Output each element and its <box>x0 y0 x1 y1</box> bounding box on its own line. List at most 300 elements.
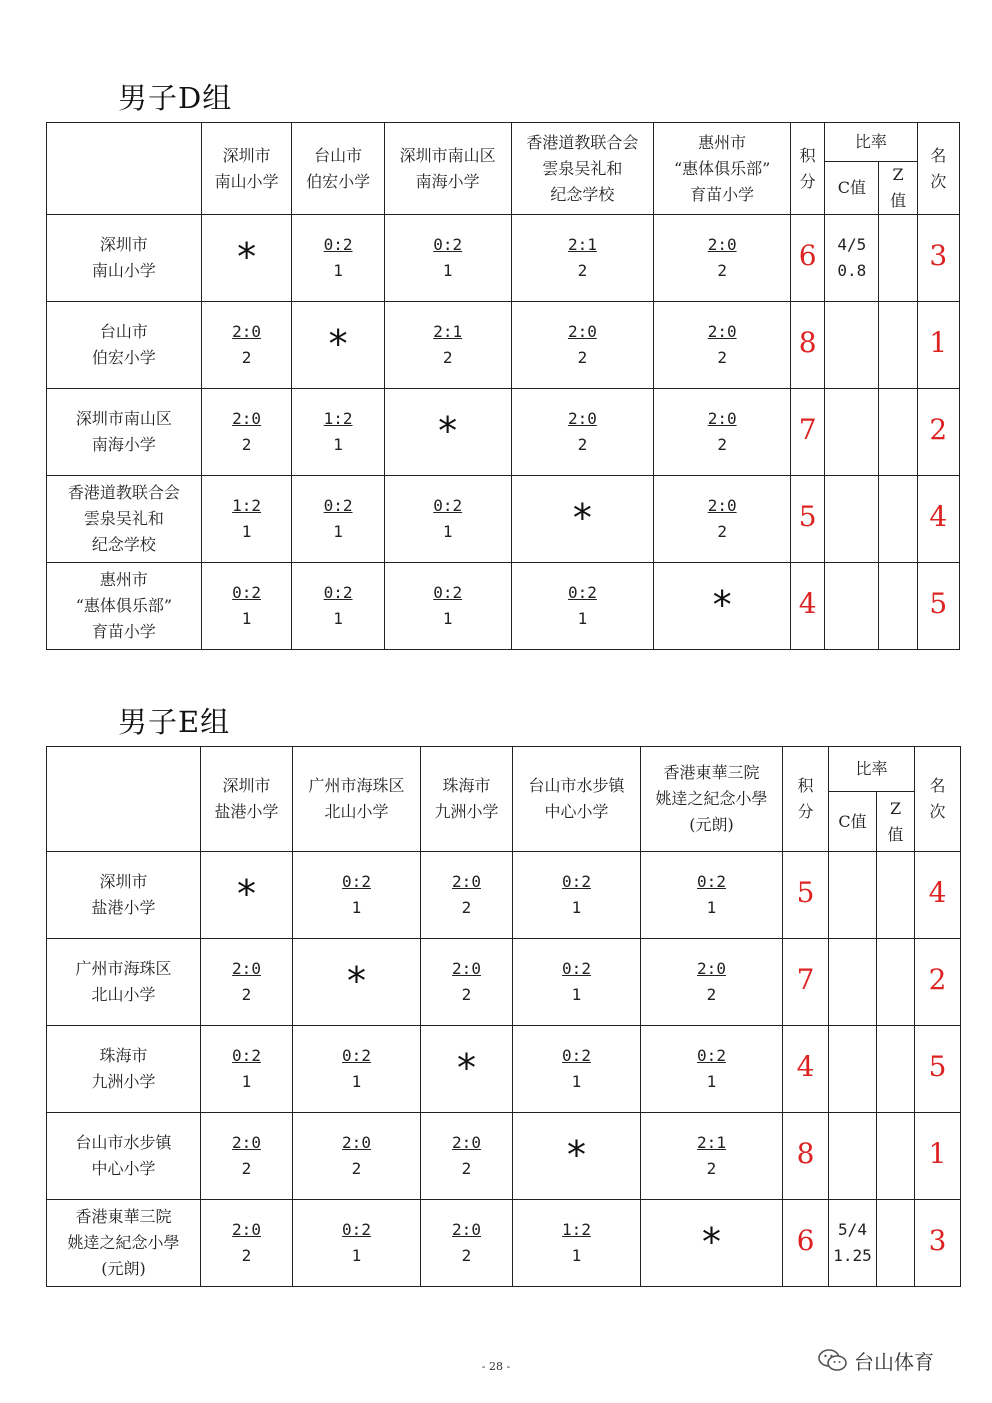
match-cell <box>421 1200 513 1287</box>
row-team-line: 南海小学 <box>91 435 156 454</box>
z-value-cell <box>879 389 917 476</box>
row-team-line: 香港道教联合会 <box>67 483 180 502</box>
match-cell <box>384 302 511 389</box>
match-cell <box>201 1026 293 1113</box>
match-points: 2 <box>241 1159 252 1178</box>
match-score: 0:2 <box>697 1046 726 1065</box>
match-points: 2 <box>461 898 472 917</box>
match-points: 1 <box>333 435 343 454</box>
self-match-star: * <box>567 1133 586 1177</box>
row-team-name <box>47 563 202 650</box>
row-team-name <box>47 215 202 302</box>
header-points-char: 积 <box>799 145 816 165</box>
c-value-cell <box>829 852 877 939</box>
group-e-table <box>46 746 961 1287</box>
match-points: 2 <box>717 261 727 280</box>
total-points <box>791 302 825 389</box>
header-points <box>783 747 829 852</box>
rank-cell <box>917 215 959 302</box>
match-points: 1 <box>241 609 252 628</box>
match-cell <box>654 302 791 389</box>
group-e-title: 男子E组 <box>118 705 231 739</box>
table-row <box>47 852 961 939</box>
rank-value: 1 <box>928 1137 947 1170</box>
header-team <box>293 747 421 852</box>
rank-value: 2 <box>928 963 947 996</box>
row-team-name <box>47 939 201 1026</box>
rank-value: 5 <box>928 1050 947 1083</box>
match-cell <box>513 939 641 1026</box>
row-team-line: 广州市海珠区 <box>75 959 172 978</box>
group-d-table <box>46 122 960 650</box>
total-points <box>783 1113 829 1200</box>
row-team-line: 纪念学校 <box>91 535 156 554</box>
match-score: 2:1 <box>567 235 597 254</box>
match-score: 2:0 <box>567 322 597 341</box>
header-team-line: 育苗小学 <box>690 184 755 204</box>
self-match-star: * <box>237 235 257 279</box>
rank-value: 5 <box>929 587 948 620</box>
header-ratio <box>829 747 915 792</box>
c-value-cell <box>829 1113 877 1200</box>
self-match-star: * <box>438 409 458 453</box>
watermark <box>818 1346 934 1375</box>
z-value-cell <box>879 302 917 389</box>
match-score: 2:0 <box>232 1133 261 1152</box>
total-points-value: 8 <box>798 326 817 359</box>
match-cell <box>421 852 513 939</box>
z-value-cell <box>877 1113 915 1200</box>
match-cell <box>293 1200 421 1287</box>
match-cell <box>513 1200 641 1287</box>
match-score: 1:2 <box>562 1220 591 1239</box>
match-points: 1 <box>442 522 453 541</box>
rank-cell <box>917 302 959 389</box>
table-row <box>47 1113 961 1200</box>
match-cell <box>421 1113 513 1200</box>
match-cell <box>513 1026 641 1113</box>
header-points <box>791 123 825 215</box>
header-c-value <box>825 162 879 215</box>
rank-value: 3 <box>929 239 948 272</box>
header-z-char: Z <box>892 165 904 184</box>
total-points-value: 6 <box>798 239 817 272</box>
match-cell <box>293 1113 421 1200</box>
match-score: 2:0 <box>232 322 262 341</box>
row-team-line: 中心小学 <box>91 1159 156 1178</box>
header-team-line: 台山市 <box>314 145 363 165</box>
header-z-char: Z <box>889 798 902 818</box>
c-value-line: 5/4 <box>838 1220 867 1239</box>
header-team-line: 深圳市南山区 <box>399 145 496 165</box>
match-score: 0:2 <box>342 872 371 891</box>
header-points-char: 积 <box>797 776 814 795</box>
header-team-line: 伯宏小学 <box>306 171 371 191</box>
table-row <box>47 939 961 1026</box>
match-cell <box>511 389 654 476</box>
match-points: 1 <box>571 1246 582 1265</box>
z-value-cell <box>877 1026 915 1113</box>
total-points <box>783 939 829 1026</box>
c-value-cell <box>829 1026 877 1113</box>
match-cell <box>384 476 511 563</box>
match-points: 2 <box>461 1159 472 1178</box>
rank-cell <box>915 1200 961 1287</box>
header-row <box>47 747 961 792</box>
table-row <box>47 563 960 650</box>
c-value-cell <box>825 215 879 302</box>
row-team-line: 北山小学 <box>91 985 156 1004</box>
match-cell <box>201 563 291 650</box>
match-score: 2:0 <box>452 1220 481 1239</box>
match-score: 2:0 <box>232 959 261 978</box>
row-team-name <box>47 1113 201 1200</box>
match-score: 2:0 <box>232 409 262 428</box>
z-value-cell <box>879 563 917 650</box>
header-rank-char: 次 <box>929 802 946 821</box>
rank-value: 2 <box>929 413 948 446</box>
match-score: 1:2 <box>232 496 262 515</box>
row-team-name <box>47 1200 201 1287</box>
header-team-line: 北山小学 <box>324 802 389 821</box>
match-score: 0:2 <box>323 583 353 602</box>
header-corner <box>47 123 202 215</box>
match-cell <box>384 215 511 302</box>
match-cell <box>293 939 421 1026</box>
match-score: 2:0 <box>232 1220 261 1239</box>
row-team-line: 台山市 <box>99 322 148 341</box>
match-cell <box>201 1113 293 1200</box>
match-score: 2:0 <box>707 235 737 254</box>
match-cell <box>292 302 385 389</box>
header-team-line: 纪念学校 <box>550 184 615 204</box>
rank-cell <box>917 563 959 650</box>
match-points: 2 <box>717 435 727 454</box>
match-points: 1 <box>571 898 582 917</box>
header-c-label: C值 <box>837 178 866 197</box>
match-points: 1 <box>442 261 453 280</box>
total-points-value: 4 <box>796 1050 815 1083</box>
header-team-line: 惠州市 <box>698 132 747 152</box>
c-value-line: 4/5 <box>837 235 867 254</box>
match-cell <box>511 563 654 650</box>
match-cell <box>293 1026 421 1113</box>
header-rank <box>915 747 961 852</box>
row-team-name <box>47 476 202 563</box>
match-cell <box>201 852 293 939</box>
match-points: 2 <box>717 348 727 367</box>
match-points: 1 <box>333 609 343 628</box>
match-cell <box>201 215 291 302</box>
z-value-cell <box>877 939 915 1026</box>
match-cell <box>201 302 291 389</box>
header-z-char: 值 <box>887 824 904 844</box>
match-cell <box>641 1113 783 1200</box>
group-d-title: 男子D组 <box>118 81 233 115</box>
header-c-value <box>829 792 877 852</box>
match-points: 1 <box>706 1072 717 1091</box>
match-score: 2:0 <box>342 1133 371 1152</box>
total-points <box>783 1200 829 1287</box>
header-team-line: 九洲小学 <box>434 802 499 821</box>
header-z-value <box>879 162 917 215</box>
match-score: 1:2 <box>323 409 353 428</box>
match-score: 2:0 <box>452 1133 481 1152</box>
rank-cell <box>915 939 961 1026</box>
header-team <box>201 123 291 215</box>
match-cell <box>201 939 293 1026</box>
total-points-value: 4 <box>798 587 817 620</box>
match-score: 0:2 <box>433 583 463 602</box>
row-team-line: 香港東華三院 <box>75 1207 172 1226</box>
header-team-line: 台山市水步镇 <box>528 776 625 795</box>
c-value-cell <box>825 476 879 563</box>
match-cell <box>641 939 783 1026</box>
match-score: 0:2 <box>697 872 726 891</box>
header-points-char: 分 <box>799 171 816 191</box>
total-points <box>791 563 825 650</box>
header-corner <box>47 747 201 852</box>
row-team-line: 盐港小学 <box>91 898 156 917</box>
header-team-line: 雲泉吴礼和 <box>542 158 623 178</box>
table-row <box>47 476 960 563</box>
match-cell <box>384 389 511 476</box>
self-match-star: * <box>702 1220 721 1264</box>
header-team-line: 姚逹之紀念小學 <box>655 789 768 808</box>
c-value-line: 0.8 <box>837 261 867 280</box>
c-value-line: 1.25 <box>833 1246 872 1265</box>
match-score: 2:1 <box>433 322 463 341</box>
match-cell <box>641 852 783 939</box>
match-points: 2 <box>351 1159 362 1178</box>
match-score: 0:2 <box>567 583 597 602</box>
page-number: - 28 - <box>481 1360 511 1373</box>
match-points: 2 <box>706 1159 717 1178</box>
match-points: 2 <box>442 348 453 367</box>
header-team <box>201 747 293 852</box>
header-z-char: 值 <box>890 191 907 210</box>
row-team-line: “惠体俱乐部” <box>75 596 173 615</box>
match-cell <box>513 1113 641 1200</box>
header-team-line: 深圳市 <box>222 145 271 165</box>
match-points: 2 <box>717 522 727 541</box>
row-team-name <box>47 389 202 476</box>
wechat-icon <box>818 1348 848 1374</box>
match-cell <box>511 476 654 563</box>
row-team-line: 姚逹之紀念小學 <box>67 1233 180 1252</box>
match-score: 2:0 <box>452 872 481 891</box>
self-match-star: * <box>572 496 592 540</box>
match-score: 2:0 <box>567 409 597 428</box>
match-points: 2 <box>706 985 717 1004</box>
match-cell <box>654 476 791 563</box>
c-value-cell <box>829 1200 877 1287</box>
match-score: 0:2 <box>562 1046 591 1065</box>
header-rank-char: 次 <box>930 171 947 191</box>
row-team-name <box>47 852 201 939</box>
match-score: 0:2 <box>562 959 591 978</box>
total-points <box>791 389 825 476</box>
header-ratio-label: 比率 <box>854 132 887 151</box>
rank-cell <box>915 1113 961 1200</box>
header-team-line: “惠体俱乐部” <box>673 158 771 178</box>
row-team-line: 雲泉吴礼和 <box>83 509 164 528</box>
match-points: 1 <box>442 609 453 628</box>
match-points: 2 <box>577 348 588 367</box>
match-cell <box>293 852 421 939</box>
match-score: 0:2 <box>323 235 353 254</box>
header-team-line: 盐港小学 <box>214 802 279 821</box>
match-score: 0:2 <box>433 235 463 254</box>
match-points: 1 <box>333 261 343 280</box>
z-value-cell <box>879 476 917 563</box>
header-team-line: 南海小学 <box>415 171 480 191</box>
self-match-star: * <box>237 872 256 916</box>
match-points: 1 <box>333 522 343 541</box>
total-points-value: 7 <box>796 963 815 996</box>
c-value-cell <box>825 302 879 389</box>
total-points-value: 5 <box>796 876 815 909</box>
header-rank-char: 名 <box>930 145 947 165</box>
match-score: 0:2 <box>342 1046 371 1065</box>
header-team-line: 广州市海珠区 <box>308 776 405 795</box>
total-points <box>791 476 825 563</box>
table-row <box>47 215 960 302</box>
rank-cell <box>917 389 959 476</box>
match-score: 0:2 <box>232 583 262 602</box>
header-team <box>654 123 791 215</box>
self-match-star: * <box>347 959 366 1003</box>
header-team <box>384 123 511 215</box>
row-team-name <box>47 1026 201 1113</box>
match-score: 0:2 <box>433 496 463 515</box>
match-cell <box>292 215 385 302</box>
match-cell <box>201 476 291 563</box>
rank-value: 1 <box>929 326 948 359</box>
match-points: 2 <box>577 261 588 280</box>
header-team-line: 中心小学 <box>544 802 609 821</box>
match-cell <box>513 852 641 939</box>
header-team-line: 珠海市 <box>442 776 491 795</box>
header-team-line: 深圳市 <box>222 776 271 795</box>
row-team-name <box>47 302 202 389</box>
match-cell <box>654 563 791 650</box>
header-points-char: 分 <box>797 802 814 821</box>
row-team-line: 台山市水步镇 <box>75 1133 172 1152</box>
match-points: 2 <box>241 985 252 1004</box>
match-cell <box>654 215 791 302</box>
row-team-line: 珠海市 <box>99 1046 148 1065</box>
rank-cell <box>917 476 959 563</box>
header-z-value <box>877 792 915 852</box>
self-match-star: * <box>328 322 348 366</box>
match-points: 2 <box>577 435 588 454</box>
match-points: 1 <box>351 1072 362 1091</box>
total-points-value: 5 <box>798 500 817 533</box>
header-team <box>292 123 385 215</box>
table-row <box>47 389 960 476</box>
header-team <box>511 123 654 215</box>
match-score: 2:0 <box>697 959 726 978</box>
table-row <box>47 1200 961 1287</box>
z-value-cell <box>877 1200 915 1287</box>
row-team-line: 深圳市 <box>99 235 148 254</box>
header-c-label: C值 <box>838 811 867 831</box>
row-team-line: (元朗) <box>101 1259 146 1278</box>
row-team-line: 深圳市南山区 <box>75 409 172 428</box>
header-team <box>513 747 641 852</box>
z-value-cell <box>877 852 915 939</box>
header-team-line: 南山小学 <box>214 171 279 191</box>
match-points: 1 <box>241 522 252 541</box>
c-value-cell <box>825 563 879 650</box>
total-points-value: 6 <box>796 1224 815 1257</box>
rank-value: 4 <box>929 500 948 533</box>
c-value-cell <box>829 939 877 1026</box>
watermark-text: 台山体育 <box>854 1350 934 1374</box>
table-row <box>47 1026 961 1113</box>
header-rank-char: 名 <box>929 776 946 795</box>
self-match-star: * <box>457 1046 476 1090</box>
match-points: 2 <box>241 348 252 367</box>
match-points: 1 <box>351 1246 362 1265</box>
match-points: 1 <box>706 898 717 917</box>
row-team-line: 九洲小学 <box>91 1072 156 1091</box>
match-cell <box>641 1026 783 1113</box>
match-cell <box>421 939 513 1026</box>
match-cell <box>511 302 654 389</box>
match-points: 2 <box>241 435 252 454</box>
match-score: 0:2 <box>323 496 353 515</box>
header-ratio <box>825 123 918 162</box>
match-points: 2 <box>241 1246 252 1265</box>
match-score: 2:1 <box>697 1133 726 1152</box>
row-team-line: 伯宏小学 <box>91 348 156 367</box>
header-row <box>47 123 960 162</box>
match-score: 0:2 <box>232 1046 261 1065</box>
rank-value: 4 <box>928 876 947 909</box>
match-cell <box>511 215 654 302</box>
rank-cell <box>915 1026 961 1113</box>
match-points: 1 <box>571 985 582 1004</box>
self-match-star: * <box>712 583 732 627</box>
rank-value: 3 <box>928 1224 947 1257</box>
match-points: 1 <box>577 609 588 628</box>
match-score: 0:2 <box>342 1220 371 1239</box>
match-points: 1 <box>351 898 362 917</box>
row-team-line: 惠州市 <box>99 570 148 589</box>
match-cell <box>292 563 385 650</box>
row-team-line: 南山小学 <box>91 261 156 280</box>
rank-cell <box>915 852 961 939</box>
total-points-value: 7 <box>798 413 817 446</box>
match-points: 1 <box>241 1072 252 1091</box>
total-points <box>783 1026 829 1113</box>
header-team-line: 香港東華三院 <box>663 763 760 782</box>
match-cell <box>201 389 291 476</box>
c-value-cell <box>825 389 879 476</box>
total-points <box>791 215 825 302</box>
table-row <box>47 302 960 389</box>
header-team-line: 香港道教联合会 <box>526 132 639 152</box>
header-team <box>641 747 783 852</box>
match-cell <box>384 563 511 650</box>
row-team-line: 育苗小学 <box>91 622 156 641</box>
match-cell <box>292 476 385 563</box>
match-cell <box>654 389 791 476</box>
match-score: 2:0 <box>707 322 737 341</box>
match-score: 0:2 <box>562 872 591 891</box>
